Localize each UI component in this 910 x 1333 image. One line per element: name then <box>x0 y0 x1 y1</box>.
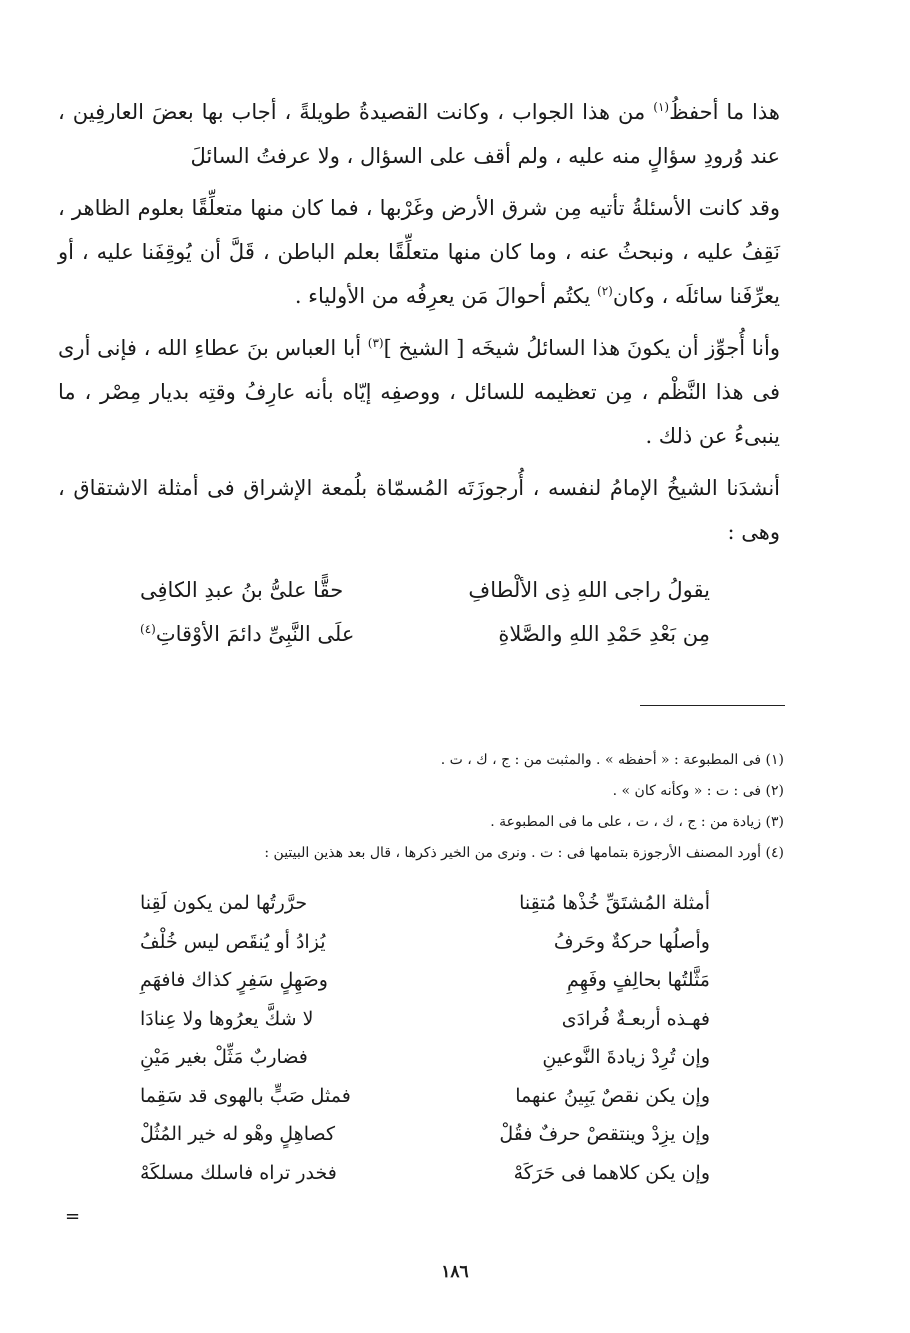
footnotes <box>120 745 784 869</box>
verse-line <box>140 1038 710 1077</box>
footnote-separator <box>640 705 785 706</box>
verse-line <box>140 568 710 612</box>
verse-hemistich-first: مِن بَعْدِ حَمْدِ اللهِ والصَّلاةِ <box>498 622 710 646</box>
verse-hemistich-second: كصاهِلٍ وهْو له خير المُثُلْ <box>140 1123 336 1145</box>
verse-line <box>140 884 710 923</box>
footnote-3: (٣) زيادة من : ج ، ك ، ت ، على ما فى المطبوعة . <box>490 814 784 830</box>
paragraph-4: أنشدَنا الشيخُ الإمامُ لنفسه ، أُرجوزَتَه المُسمّاة بلُمعة الإشراق فى أمثلة الاشتقاق ، وهى : <box>58 476 780 544</box>
verse-line <box>140 1077 710 1116</box>
verse-hemistich-first: يقولُ راجى اللهِ ذِى الألْطافِ <box>468 578 710 602</box>
paragraph-2-text-a: وقد كانت الأسئلةُ تأتيه مِن شرق الأرض وغَرْبها ، فما كان منها متعلِّقًا بعلوم الظاهر ، نَقِفُ عليه ، ونبحثُ عنه ، وما كان منها متعلِّقًا بعلم الباطن ، قَلَّ أن يُوقِفَنا عليه ، أو يعرِّفَنا سائلَه ، وكان <box>58 196 780 308</box>
poem-opening-verses <box>140 568 710 656</box>
main-text <box>58 90 780 562</box>
paragraph-1-text-b: من هذا الجواب ، وكانت القصيدةُ طويلةً ، أجاب بها بعضَ العارفِين ، عند وُرودِ سؤالٍ منه عليه ، ولم أقف على السؤال ، ولا عرفتُ السائلَ <box>58 100 780 168</box>
verse-hemistich-second-text: علَى النَّبِىِّ دائمَ الأوْقاتِ <box>155 622 355 646</box>
verse-hemistich-first: مَثَّلتُها بحالِفٍ وفَهِمِ <box>566 969 710 991</box>
footnote-poem <box>140 884 710 1192</box>
verse-hemistich-first: وأصلُها حركةٌ وحَرفُ <box>553 930 710 953</box>
footnote-ref-4: (٤) <box>140 622 156 636</box>
page-number: ١٨٦ <box>441 1262 469 1282</box>
verse-hemistich-second: وصَهِلٍ سَفِرٍ كذاك فافهَمِ <box>140 969 328 991</box>
verse-hemistich-first: وإن يكن نقصٌ يَبِينُ عنهما <box>515 1084 710 1107</box>
verse-hemistich-second: لا شكَّ يعرُوها ولا عِنادَا <box>140 1007 314 1030</box>
footnote-ref-3: (٣) <box>367 336 384 350</box>
footnote-2: (٢) فى : ت : « وكأنه كان » . <box>612 783 784 799</box>
paragraph-3-text-a: وأنا أُجوِّز أن يكونَ هذا السائلُ شيخَه [ الشيخ ] <box>383 336 780 360</box>
verse-hemistich-second <box>140 612 354 656</box>
verse-hemistich-second: يُزادُ أو يُنقَص ليس خُلْفُ <box>140 930 326 953</box>
footnote-4: (٤) أورد المصنف الأرجوزة بتمامها فى : ت . ونرى من الخير ذكرها ، قال بعد هذين البيتين : <box>264 845 784 861</box>
footnote-ref-2: (٢) <box>597 284 613 298</box>
verse-hemistich-first: فهـذه أربعـةٌ فُرادَى <box>561 1007 710 1030</box>
verse-hemistich-first: وإن يكن كلاهما فى حَرَكَهْ <box>513 1161 710 1184</box>
verse-hemistich-second: حقًّا علىُّ بنُ عبدِ الكافِى <box>140 578 344 602</box>
paragraph-3-text-b: أبا العباس بنَ عطاءِ الله ، فإنى أرى فى هذا النَّظْم ، مِن تعظيمه للسائل ، ووصفِه إيّاه بأنه عارِفُ وقتِه بديار مِصْر ، ما ينبىءُ عن ذلك . <box>58 336 780 448</box>
paragraph-1 <box>58 90 780 178</box>
footnote-ref-1: (١) <box>653 100 670 114</box>
verse-hemistich-first: وإن تُرِدْ زيادةَ النَّوعينِ <box>542 1046 710 1068</box>
continuation-mark: = <box>65 1206 81 1227</box>
verse-hemistich-second: فمثل صَبٍّ بالهوى قد سَقِما <box>140 1084 351 1107</box>
paragraph-1-text-a: هذا ما أحفظُ <box>669 100 780 124</box>
verse-line <box>140 1154 710 1193</box>
verse-line <box>140 923 710 962</box>
footnote-1: (١) فى المطبوعة : « أحفظه » . والمثبت من : ج ، ك ، ت . <box>440 752 784 768</box>
verse-line <box>140 612 710 656</box>
paragraph-2-text-b: يكتُم أحوالَ مَن يعرِفُه من الأولياء . <box>294 284 598 308</box>
verse-hemistich-second: فخدر تراه فاسلك مسلكَهْ <box>140 1161 337 1184</box>
verse-line <box>140 1115 710 1154</box>
verse-line <box>140 961 710 1000</box>
verse-hemistich-second: فضاربٌ مَثِّلْ بغير مَيْنِ <box>140 1046 308 1068</box>
paragraph-3 <box>58 326 780 458</box>
verse-hemistich-first: أمثلة المُشتَقِّ خُذْها مُتقِنا <box>519 892 710 914</box>
verse-line <box>140 1000 710 1039</box>
verse-hemistich-first: وإن يزِدْ وينتقصْ حرفٌ فقُلْ <box>499 1123 710 1145</box>
paragraph-2 <box>58 186 780 318</box>
verse-hemistich-second: حرَّرتُها لمن يكون لَقِنا <box>140 892 308 914</box>
